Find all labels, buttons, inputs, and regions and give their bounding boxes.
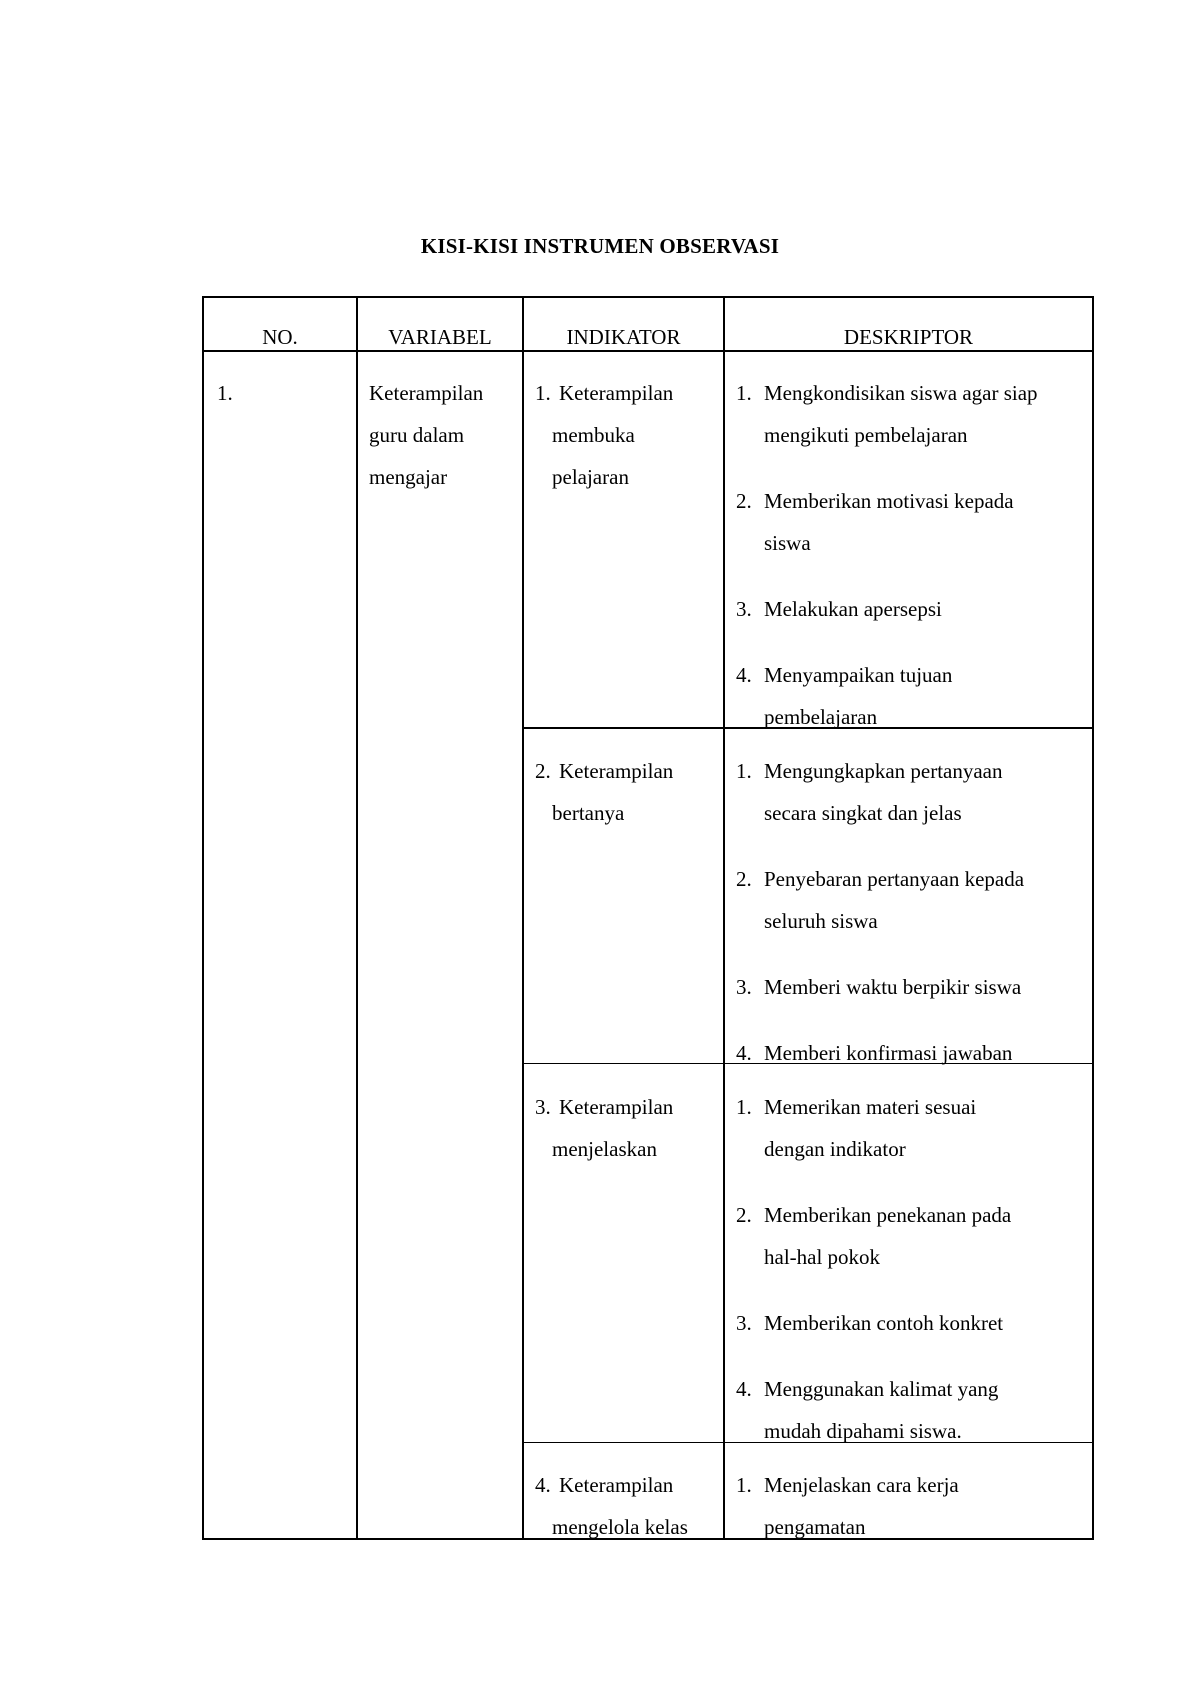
indicator-label-cont: menjelaskan [552, 1137, 657, 1161]
table-column-divider [356, 296, 358, 1540]
descriptor-text: Memberi waktu berpikir siswa [764, 975, 1022, 999]
indicator-number: 1. [535, 381, 551, 405]
indicator-number: 3. [535, 1095, 551, 1119]
descriptor-text: secara singkat dan jelas [764, 801, 962, 825]
descriptor-text: Mengungkapkan pertanyaan [764, 759, 1003, 783]
descriptor-marker: 4. [736, 1041, 752, 1065]
indicator-label-cont: mengelola kelas [552, 1515, 688, 1539]
descriptor-marker: 4. [736, 663, 752, 687]
header-indikator: INDIKATOR [566, 325, 681, 349]
descriptor-text: seluruh siswa [764, 909, 878, 933]
descriptor-text: mengikuti pembelajaran [764, 423, 968, 447]
variabel-line: mengajar [369, 465, 448, 489]
descriptor-text: Mengkondisikan siswa agar siap [764, 381, 1038, 405]
descriptor-text: Memberikan motivasi kepada [764, 489, 1014, 513]
descriptor-marker: 1. [736, 759, 752, 783]
row-number: 1. [217, 381, 233, 405]
descriptor-marker: 1. [736, 1473, 752, 1497]
variabel-line: Keterampilan [369, 381, 484, 405]
header-divider [202, 350, 1094, 352]
indicator-label: Keterampilan [559, 1473, 674, 1497]
indicator-label-cont: pelajaran [552, 465, 629, 489]
descriptor-marker: 2. [736, 489, 752, 513]
indicator-number: 2. [535, 759, 551, 783]
descriptor-marker: 2. [736, 867, 752, 891]
descriptor-marker: 4. [736, 1377, 752, 1401]
indicator-label: Keterampilan [559, 1095, 674, 1119]
descriptor-text: Penyebaran pertanyaan kepada [764, 867, 1025, 891]
descriptor-text: dengan indikator [764, 1137, 906, 1161]
table-border-left [202, 296, 204, 1540]
descriptor-marker: 2. [736, 1203, 752, 1227]
descriptor-text: Memerikan materi sesuai [764, 1095, 977, 1119]
descriptor-text: Menyampaikan tujuan [764, 663, 953, 687]
variabel-line: guru dalam [369, 423, 465, 447]
descriptor-marker: 3. [736, 975, 752, 999]
indicator-label: Keterampilan [559, 381, 674, 405]
descriptor-text: Memberi konfirmasi jawaban [764, 1041, 1013, 1065]
header-no: NO. [262, 325, 298, 349]
descriptor-text: Memberikan contoh konkret [764, 1311, 1004, 1335]
descriptor-text: Memberikan penekanan pada [764, 1203, 1012, 1227]
descriptor-text: pembelajaran [764, 705, 878, 729]
descriptor-text: Melakukan apersepsi [764, 597, 942, 621]
descriptor-text: Menggunakan kalimat yang [764, 1377, 999, 1401]
descriptor-marker: 1. [736, 381, 752, 405]
descriptor-marker: 3. [736, 1311, 752, 1335]
indicator-label: Keterampilan [559, 759, 674, 783]
indicator-label-cont: bertanya [552, 801, 625, 825]
table-column-divider [522, 296, 524, 1540]
descriptor-marker: 1. [736, 1095, 752, 1119]
descriptor-marker: 3. [736, 597, 752, 621]
table-column-divider [723, 296, 725, 1540]
header-variabel: VARIABEL [388, 325, 492, 349]
descriptor-text: pengamatan [764, 1515, 866, 1539]
indicator-label-cont: membuka [552, 423, 635, 447]
descriptor-text: Menjelaskan cara kerja [764, 1473, 959, 1497]
header-deskriptor: DESKRIPTOR [843, 325, 974, 349]
document-title-text: KISI-KISI INSTRUMEN OBSERVASI [420, 234, 780, 258]
descriptor-text: hal-hal pokok [764, 1245, 881, 1269]
descriptor-text: siswa [764, 531, 811, 555]
table-border-right [1092, 296, 1094, 1540]
table-border-top [202, 296, 1094, 298]
indicator-number: 4. [535, 1473, 551, 1497]
descriptor-text: mudah dipahami siswa. [764, 1419, 962, 1443]
